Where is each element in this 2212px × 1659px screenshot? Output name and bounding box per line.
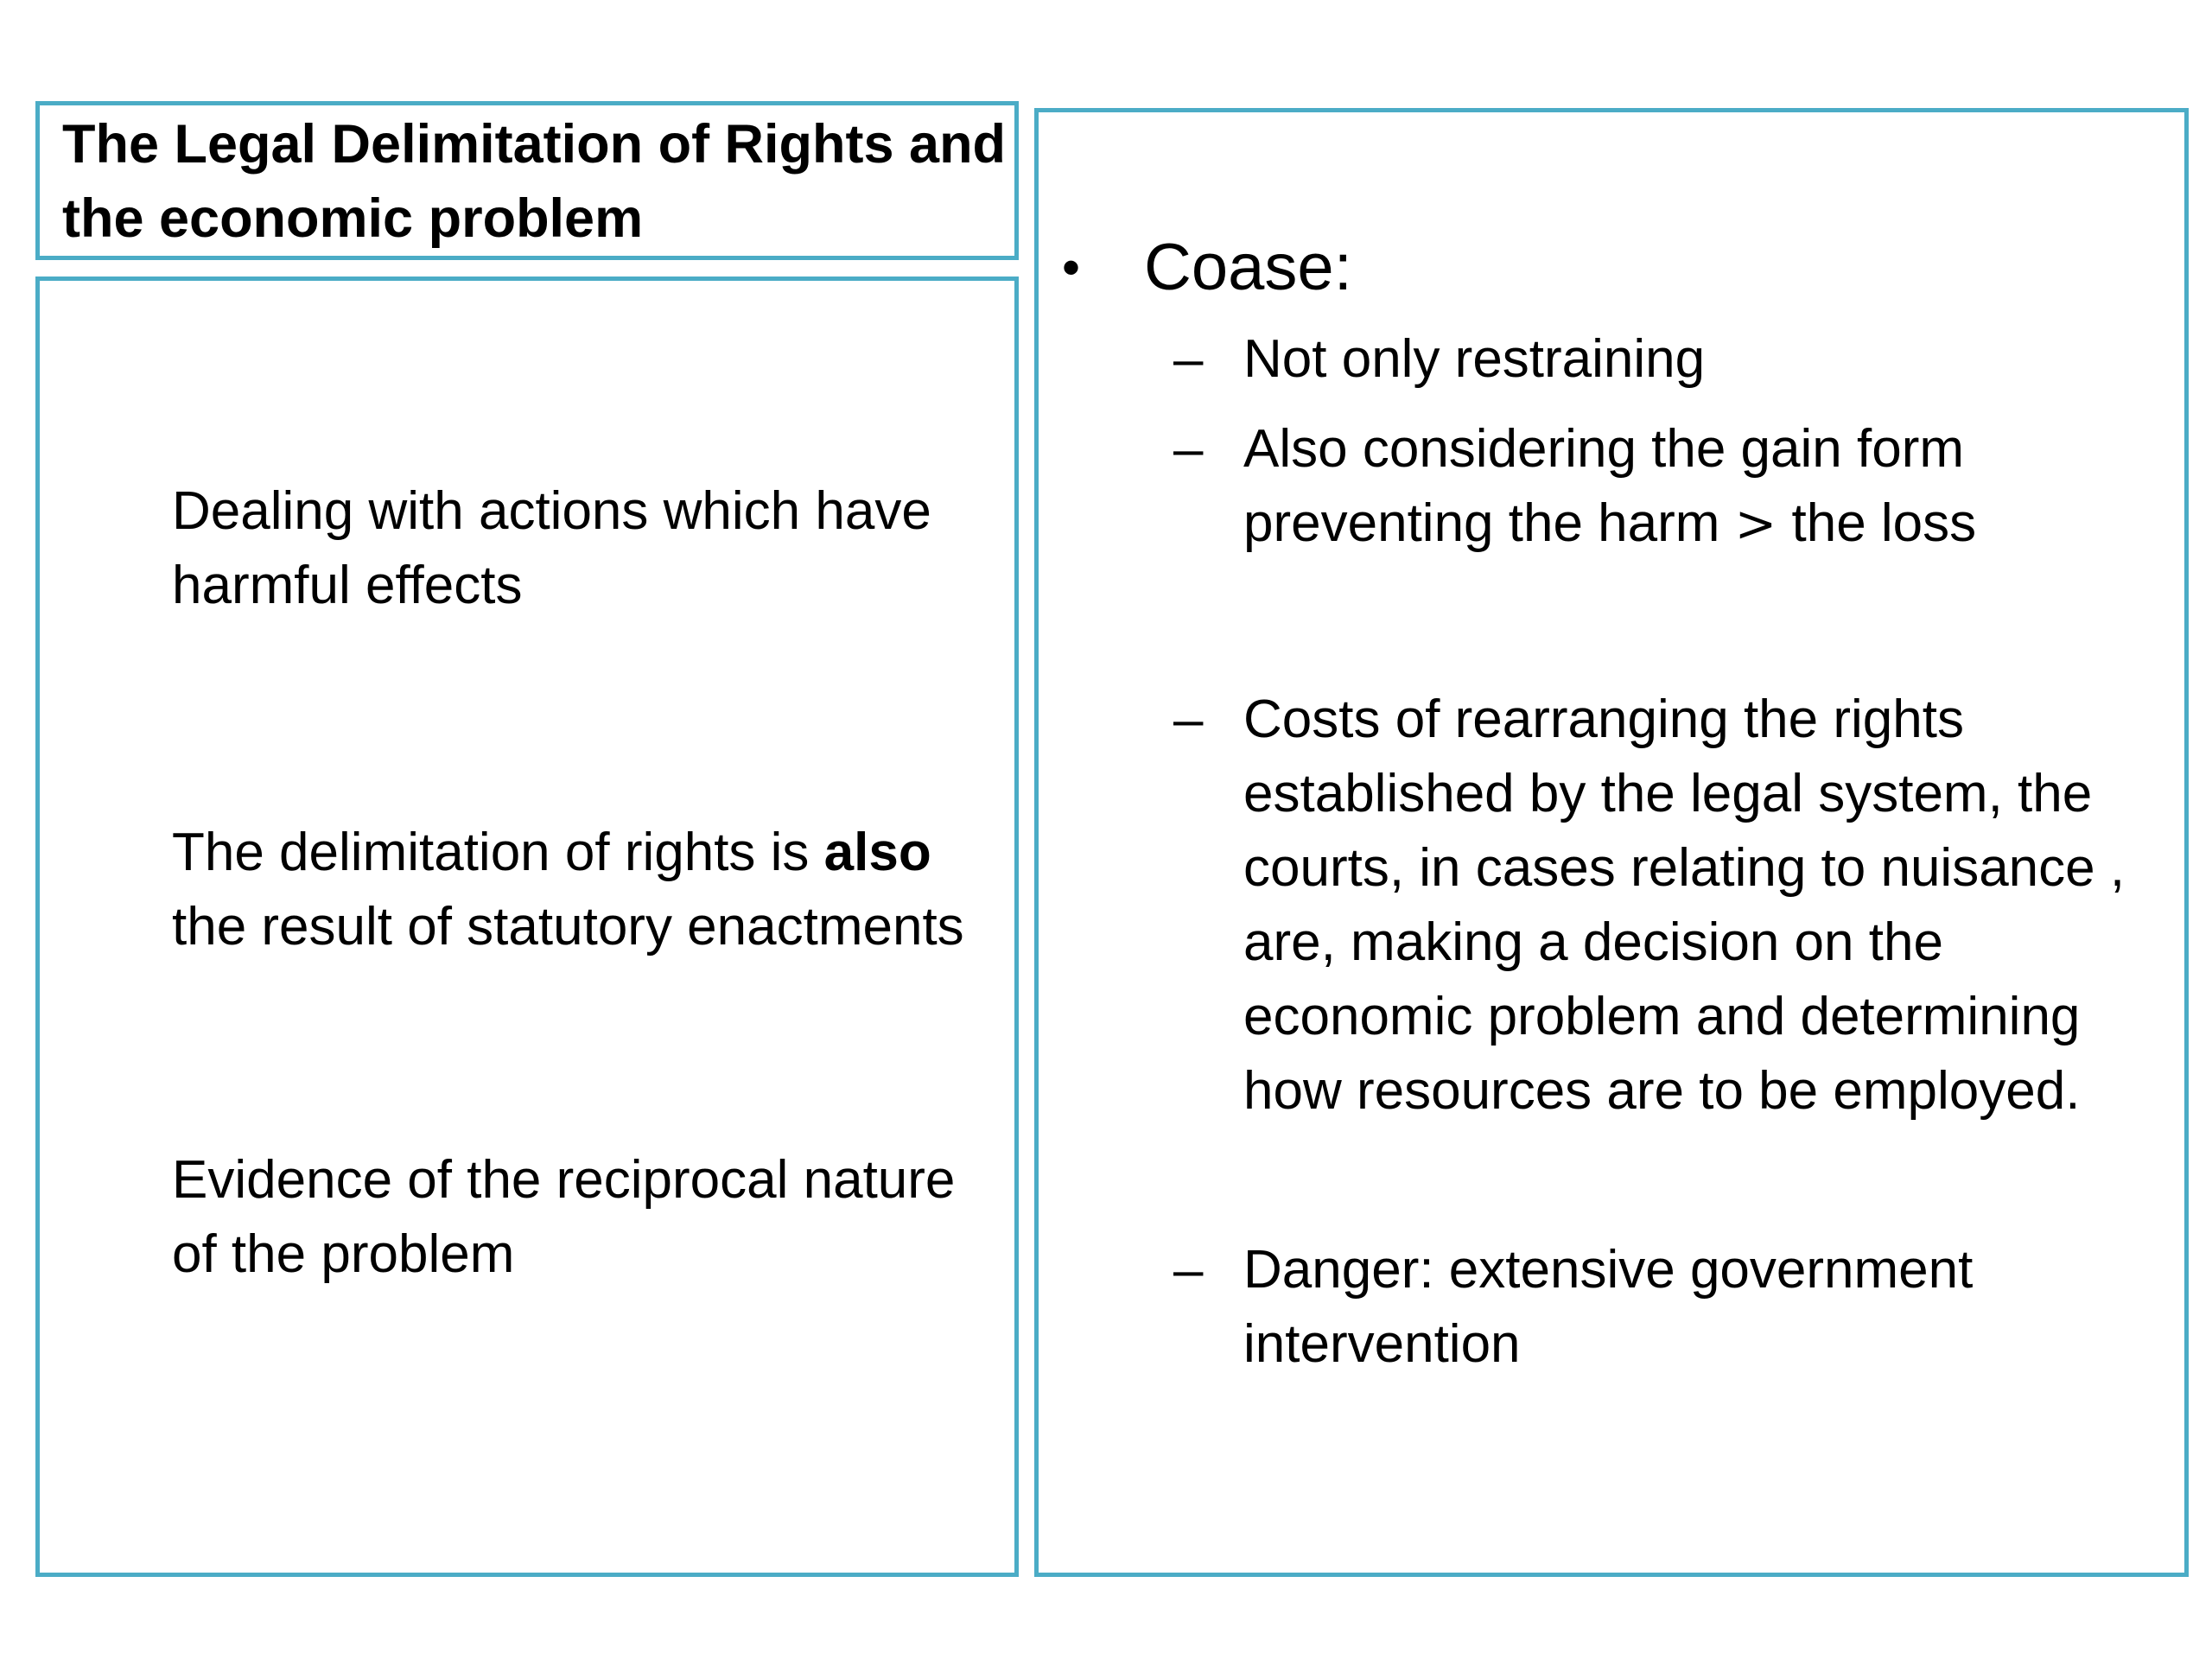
right-content-box bbox=[1034, 108, 2189, 1577]
bullet-dot-icon: • bbox=[1062, 238, 1081, 296]
slide-title-box bbox=[35, 101, 1019, 260]
sub-item-text bbox=[1243, 412, 2185, 561]
left-content-box bbox=[35, 276, 1019, 1577]
sub-item-text: Danger: extensive government intervention bbox=[1243, 1240, 1974, 1374]
slide-title-line-2: the economic problem bbox=[62, 188, 644, 249]
left-paragraph-2-text-after: the result of statutory enactments bbox=[172, 897, 964, 957]
dash-bullet-icon: – bbox=[1173, 419, 1204, 479]
sub-item-text-after: the loss bbox=[1777, 493, 1977, 553]
left-paragraph-2-bold-word: also bbox=[823, 823, 931, 882]
left-paragraph-2-text-before: The delimitation of rights is bbox=[172, 823, 824, 882]
left-paragraph-statutory-enactments bbox=[172, 816, 993, 964]
left-paragraph-harmful-effects: Dealing with actions which have harmful effects bbox=[172, 481, 931, 615]
left-paragraph-reciprocal-nature: Evidence of the reciprocal nature of the problem bbox=[172, 1150, 956, 1284]
sub-item-text-before: Also considering the gain form preventing the harm bbox=[1243, 419, 1965, 553]
slide-title-line-1: The Legal Delimitation of Rights and bbox=[62, 114, 1007, 175]
sub-item-text: Costs of rearranging the rights established by the legal system, the courts, in cases relating to nuisance , are, making a decision on the economic problem and determining how resources are to be employed. bbox=[1243, 690, 2126, 1121]
dash-bullet-icon: – bbox=[1173, 1240, 1204, 1300]
slide-title bbox=[62, 107, 1014, 256]
dash-bullet-icon: – bbox=[1173, 690, 1204, 749]
dash-bullet-icon: – bbox=[1173, 329, 1204, 389]
coase-label: Coase: bbox=[1144, 231, 1352, 304]
greater-than-symbol: > bbox=[1734, 494, 1777, 553]
sub-item-text: Not only restraining bbox=[1243, 329, 1706, 389]
